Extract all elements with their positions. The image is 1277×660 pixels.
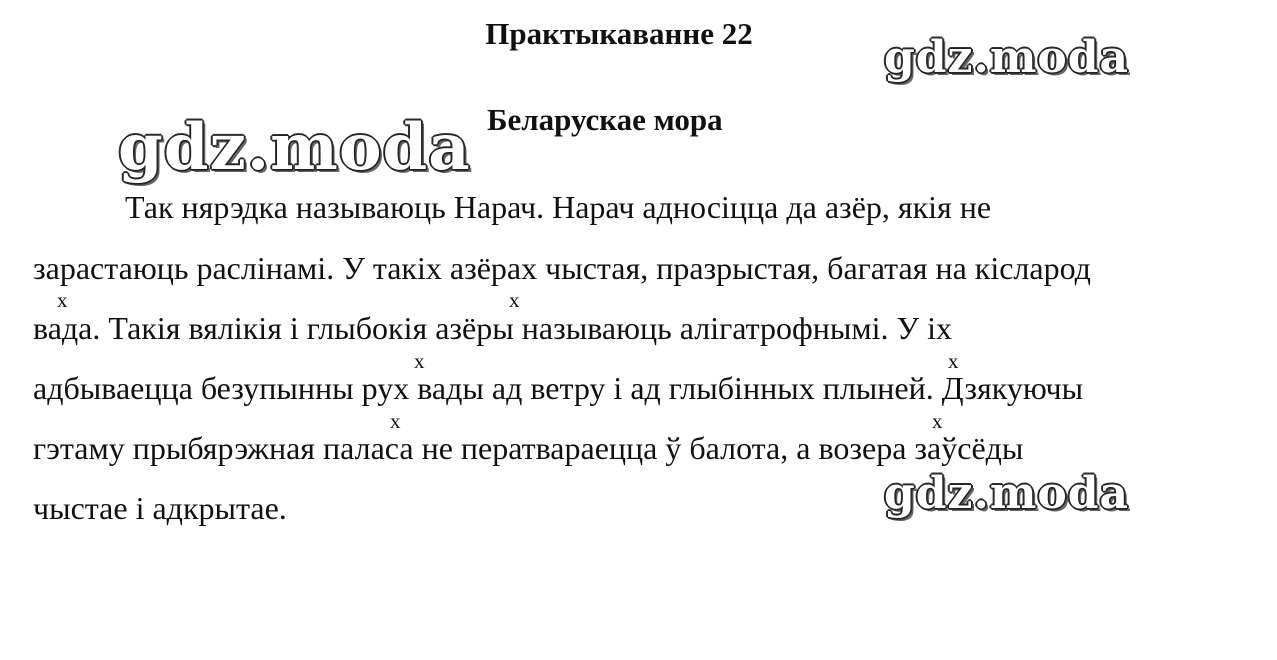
text-line-6: чыстае і адкрытае. [33,490,287,526]
watermark-bottom-right: gdz.moda [884,468,1130,519]
page-title: Практыкаванне 22 [485,16,753,51]
text-line-5: гэтаму прыбярэжная паласа не ператвараецца ў балота, а возера заўсёды [33,430,1024,466]
vowel-mark: x [57,288,68,312]
text-line-4: адбываецца безупынны рух вады ад ветру і ад глыбінных плыней. Дзякуючы [33,370,1084,406]
vowel-mark: x [390,409,401,433]
vowel-mark: x [414,349,425,373]
watermark-top-right: gdz.moda [884,32,1130,83]
text-line-2: зарастаюць раслінамі. У такіх азёрах чыстая, празрыстая, багатая на кісларод [33,250,1091,286]
vowel-mark: x [509,288,520,312]
text-line-1: Так нярэдка называюць Нарач. Нарач адносіцца да азёр, якія не [125,189,992,225]
text-line-3: вада. Такія вялікія і глыбокія азёры называюць алігатрофнымі. У іх [33,310,952,346]
vowel-mark: x [948,349,959,373]
text-heading: Беларускае мора [487,102,723,137]
vowel-mark: x [932,409,943,433]
watermark-top-left: gdz.moda [118,110,471,185]
